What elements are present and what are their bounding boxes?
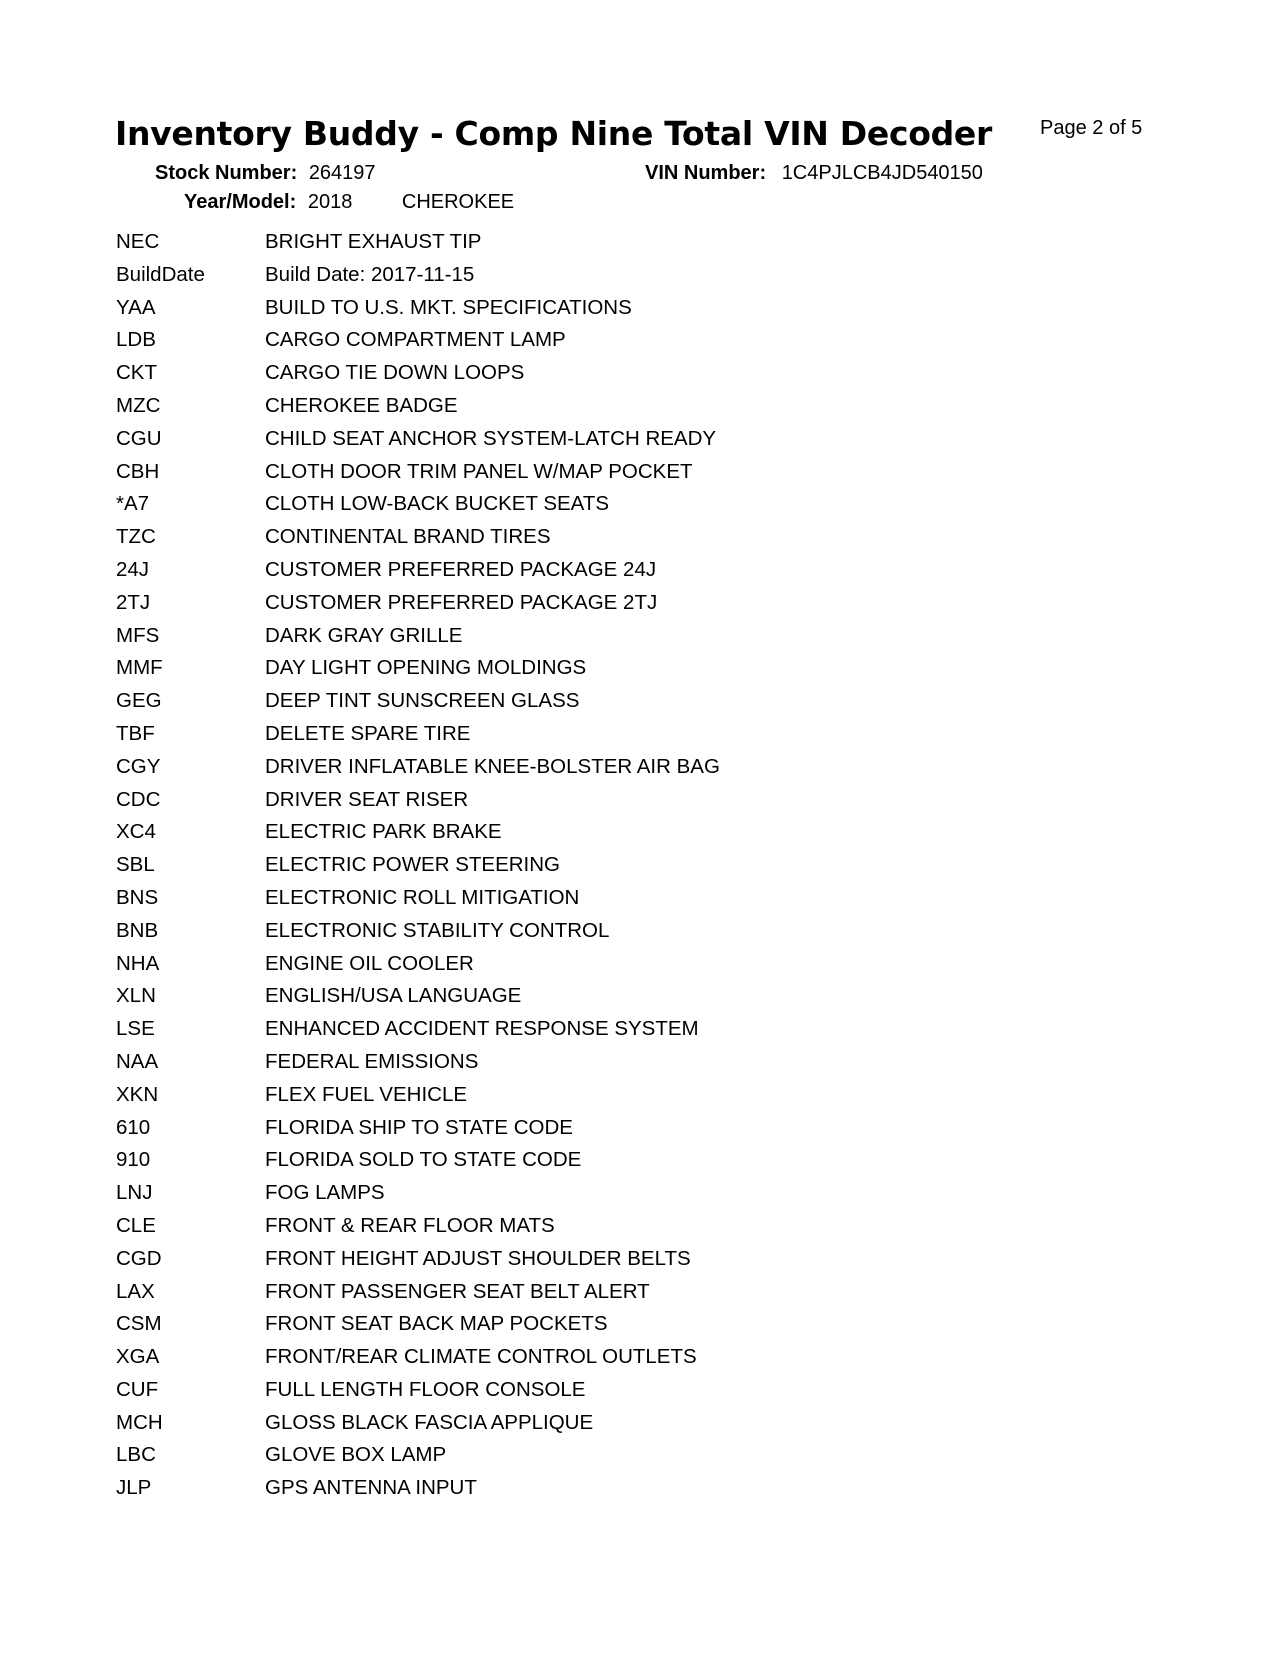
option-code: NEC — [116, 230, 160, 253]
option-code: CGD — [116, 1246, 162, 1270]
year-model-label: Year/Model: — [184, 191, 297, 213]
option-description: ENGINE OIL COOLER — [265, 951, 474, 975]
option-code: CUF — [116, 1377, 159, 1401]
option-code: LSE — [116, 1017, 155, 1041]
page-title: Inventory Buddy - Comp Nine Total VIN Decoder — [115, 114, 992, 153]
option-description: DELETE SPARE TIRE — [265, 721, 471, 745]
option-description: FOG LAMPS — [265, 1181, 385, 1205]
vin-number-label: VIN Number: — [645, 162, 767, 184]
option-description: CHILD SEAT ANCHOR SYSTEM-LATCH READY — [265, 426, 717, 450]
option-description: BRIGHT EXHAUST TIP — [265, 230, 482, 253]
option-description: DAY LIGHT OPENING MOLDINGS — [265, 656, 587, 680]
option-description: DARK GRAY GRILLE — [265, 623, 463, 647]
stock-number-field — [155, 161, 376, 185]
option-description: FLEX FUEL VEHICLE — [265, 1082, 468, 1106]
option-description: GLOVE BOX LAMP — [265, 1443, 447, 1467]
option-code: 2TJ — [116, 590, 151, 614]
option-code: LBC — [116, 1443, 156, 1467]
option-code: BuildDate — [116, 262, 205, 286]
option-code: BNS — [116, 885, 159, 909]
option-description: FULL LENGTH FLOOR CONSOLE — [265, 1377, 586, 1401]
option-code: MMF — [116, 656, 163, 680]
option-code: XGA — [116, 1345, 160, 1369]
option-code: 610 — [116, 1115, 151, 1139]
vin-number-value: 1C4PJLCB4JD540150 — [781, 162, 983, 184]
option-description: DEEP TINT SUNSCREEN GLASS — [265, 689, 580, 713]
option-code: YAA — [116, 295, 156, 319]
option-code: NHA — [116, 951, 160, 975]
option-code: MCH — [116, 1410, 163, 1434]
option-code: SBL — [116, 853, 155, 877]
option-description: FLORIDA SOLD TO STATE CODE — [265, 1148, 582, 1172]
option-code: XKN — [116, 1082, 159, 1106]
vin-number-field — [645, 161, 983, 185]
option-code: LAX — [116, 1279, 155, 1303]
option-code: MFS — [116, 623, 160, 647]
option-code: JLP — [116, 1476, 152, 1500]
option-description: ELECTRIC POWER STEERING — [265, 853, 561, 877]
option-description: ENGLISH/USA LANGUAGE — [265, 984, 522, 1008]
option-description: GPS ANTENNA INPUT — [265, 1476, 477, 1500]
option-description: GLOSS BLACK FASCIA APPLIQUE — [265, 1410, 594, 1434]
year-model-field — [184, 190, 514, 214]
option-code: CGU — [116, 426, 162, 450]
option-description: CLOTH LOW-BACK BUCKET SEATS — [265, 492, 610, 516]
option-description: FRONT SEAT BACK MAP POCKETS — [265, 1312, 608, 1336]
stock-number-label: Stock Number: — [155, 162, 298, 184]
option-description: ELECTRONIC STABILITY CONTROL — [265, 918, 610, 942]
option-description: DRIVER INFLATABLE KNEE-BOLSTER AIR BAG — [265, 754, 720, 778]
option-description: FLORIDA SHIP TO STATE CODE — [265, 1115, 573, 1139]
option-description: CUSTOMER PREFERRED PACKAGE 24J — [265, 557, 657, 581]
option-description: FRONT & REAR FLOOR MATS — [265, 1213, 555, 1237]
option-description: CUSTOMER PREFERRED PACKAGE 2TJ — [265, 590, 658, 614]
option-description: FEDERAL EMISSIONS — [265, 1049, 479, 1073]
option-description: FRONT HEIGHT ADJUST SHOULDER BELTS — [265, 1246, 691, 1270]
option-code: CLE — [116, 1213, 156, 1237]
year-value: 2018 — [307, 191, 353, 213]
option-code: CGY — [116, 754, 161, 778]
option-description: DRIVER SEAT RISER — [265, 787, 469, 811]
option-code: NAA — [116, 1049, 159, 1073]
option-code: BNB — [116, 918, 159, 942]
option-code: CDC — [116, 787, 161, 811]
option-description: CARGO TIE DOWN LOOPS — [265, 361, 525, 385]
option-description: CONTINENTAL BRAND TIRES — [265, 525, 551, 549]
option-description: CLOTH DOOR TRIM PANEL W/MAP POCKET — [265, 459, 693, 483]
option-code: CKT — [116, 361, 157, 385]
option-code: 24J — [116, 557, 150, 581]
option-code: 910 — [116, 1148, 151, 1172]
option-code: XLN — [116, 984, 156, 1008]
option-description: FRONT PASSENGER SEAT BELT ALERT — [265, 1279, 650, 1303]
option-description: ELECTRIC PARK BRAKE — [265, 820, 502, 844]
option-code: LNJ — [116, 1181, 153, 1205]
option-description: CHEROKEE BADGE — [265, 393, 458, 417]
stock-number-value: 264197 — [308, 162, 376, 184]
option-description: ELECTRONIC ROLL MITIGATION — [265, 885, 580, 909]
option-code: TBF — [116, 721, 155, 745]
option-description: BUILD TO U.S. MKT. SPECIFICATIONS — [265, 295, 632, 319]
option-code: LDB — [116, 328, 156, 352]
option-description: Build Date: 2017-11-15 — [265, 262, 475, 286]
option-code: CBH — [116, 459, 160, 483]
option-code: CSM — [116, 1312, 162, 1336]
option-description: ENHANCED ACCIDENT RESPONSE SYSTEM — [265, 1017, 699, 1041]
option-code: MZC — [116, 393, 161, 417]
model-value: CHEROKEE — [401, 191, 515, 213]
page-number: Page 2 of 5 — [1040, 117, 1143, 139]
option-code: TZC — [116, 525, 156, 549]
option-description: FRONT/REAR CLIMATE CONTROL OUTLETS — [265, 1345, 697, 1369]
option-code: GEG — [116, 689, 162, 713]
option-code: *A7 — [116, 492, 150, 516]
option-description: CARGO COMPARTMENT LAMP — [265, 328, 566, 352]
option-code: XC4 — [116, 820, 156, 844]
